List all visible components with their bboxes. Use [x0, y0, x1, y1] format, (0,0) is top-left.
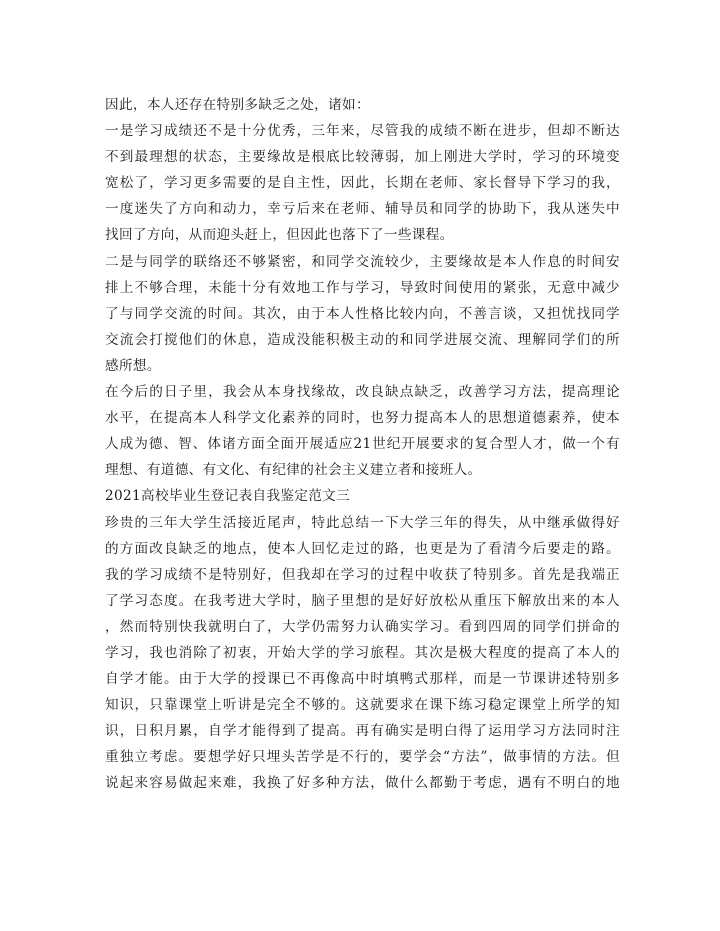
text-line: 学习，我也消除了初衷，开始大学的学习旅程。其次是极大程度的提高了本人的: [105, 644, 620, 661]
text-line: 因此，本人还存在特别多缺乏之处，诸如：: [105, 97, 370, 113]
text-line: 说起来容易做起来难，我换了好多种方法，做什么都勤于考虑，遇有不明白的地: [105, 775, 620, 792]
text-line: 自学才能。由于大学的授课已不再像高中时填鸭式那样，而是一节课讲述特别多: [105, 671, 620, 688]
text-line: 知识，只靠课堂上听讲是完全不够的。这就要求在课下练习稳定课堂上所学的知: [105, 697, 620, 714]
text-line: 一度迷失了方向和动力，幸亏后来在老师、辅导员和同学的协助下，我从迷失中: [105, 201, 620, 218]
document-body: [105, 92, 620, 797]
text-line: 排上不够合理，未能十分有效地工作与学习，导致时间使用的紧张，无意中减少: [105, 279, 620, 296]
text-line: 理想、有道德、有文化、有纪律的社会主义建立者和接班人。: [105, 462, 482, 479]
text-line: 不到最理想的状态，主要缘故是根底比较薄弱，加上刚进大学时，学习的环境变: [105, 149, 620, 166]
text-line: ，然而特别快我就明白了，大学仍需努力认确实学习。看到四周的同学们拼命的: [105, 618, 620, 635]
text-line: 珍贵的三年大学生活接近尾声，特此总结一下大学三年的得失，从中继承做得好: [105, 514, 620, 531]
text-line: 我的学习成绩不是特别好，但我却在学习的过程中收获了特别多。首先是我端正: [105, 566, 620, 583]
text-line: 了学习态度。在我考进大学时，脑子里想的是好好放松从重压下解放出来的本人: [105, 592, 620, 609]
text-line: 识，日积月累，自学才能得到了提高。再有确实是明白得了运用学习方法同时注: [105, 723, 620, 740]
text-line: 一是学习成绩还不是十分优秀，三年来，尽管我的成绩不断在进步，但却不断达: [105, 123, 620, 140]
section-heading: 2021高校毕业生登记表自我鉴定范文三: [105, 488, 351, 505]
text-line: 了与同学交流的时间。其次，由于本人性格比较内向，不善言谈，又担忧找同学: [105, 305, 620, 322]
text-line: 二是与同学的联络还不够紧密，和同学交流较少，主要缘故是本人作息的时间安: [105, 253, 620, 270]
text-line: 人成为德、智、体诸方面全面开展适应21世纪开展要求的复合型人才，做一个有: [105, 436, 620, 453]
text-line: 水平，在提高本人科学文化素养的同时，也努力提高本人的思想道德素养，使本: [105, 410, 620, 427]
text-line: 在今后的日子里，我会从本身找缘故，改良缺点缺乏，改善学习方法，提高理论: [105, 384, 620, 401]
text-line: 感所想。: [105, 357, 161, 374]
text-line: 交流会打搅他们的休息，造成没能积极主动的和同学进展交流、理解同学们的所: [105, 331, 620, 348]
text-line: 重独立考虑。要想学好只埋头苦学是不行的，要学会“方法”，做事情的方法。但: [105, 749, 620, 766]
text-line: 找回了方向，从而迎头赶上，但因此也落下了一些课程。: [105, 227, 454, 244]
text-line: 的方面改良缺乏的地点，使本人回忆走过的路，也更是为了看清今后要走的路。: [105, 540, 620, 557]
text-line: 宽松了，学习更多需要的是自主性，因此，长期在老师、家长督导下学习的我，: [105, 175, 620, 192]
